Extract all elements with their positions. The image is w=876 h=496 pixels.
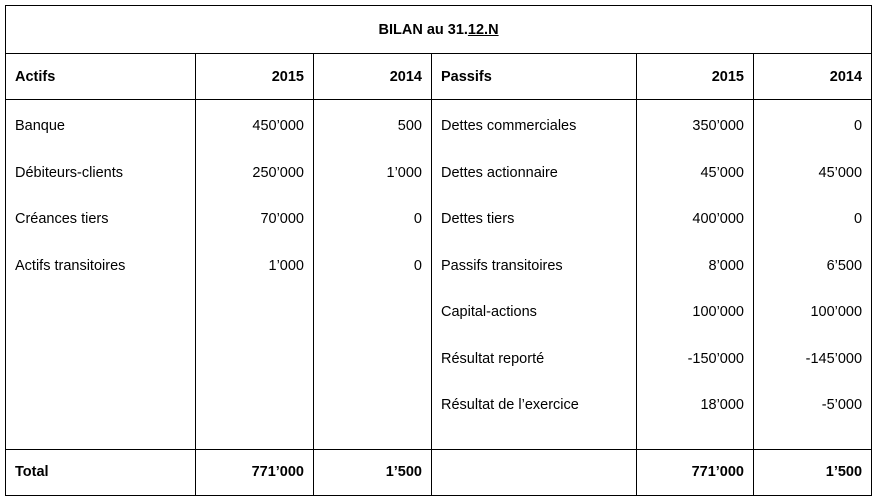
title-underlined-part: 12.N — [467, 21, 499, 38]
title-prefix: BILAN au 31. — [378, 21, 468, 38]
passif-value-2014: 0 — [853, 211, 863, 227]
passif-value-2014: 100’000 — [810, 304, 863, 320]
passifs-2014-cell — [754, 100, 872, 450]
actif-value-2015: 70’000 — [260, 211, 304, 227]
actif-value-2015: 250’000 — [252, 164, 304, 181]
passif-value-2015: 8’000 — [708, 257, 744, 274]
actif-label: Créances tiers — [15, 211, 109, 227]
passif-value-2015: 45’000 — [700, 164, 744, 181]
actif-value-2014: 0 — [413, 211, 422, 227]
actif-value-2014: 1’000 — [386, 164, 422, 181]
header-passifs-2014: 2014 — [754, 54, 872, 100]
passif-value-2015: 350’000 — [692, 118, 744, 134]
header-passifs-2015: 2015 — [637, 54, 754, 100]
passif-label: Dettes commerciales — [441, 118, 577, 134]
total-passifs-label-empty — [432, 449, 637, 495]
actifs-2015-cell — [196, 100, 314, 450]
passifs-labels-cell — [432, 100, 637, 450]
passif-value-2014: 45’000 — [818, 164, 863, 181]
passif-value-2014: -145’000 — [805, 350, 863, 367]
actif-label: Banque — [15, 118, 65, 134]
passif-value-2015: -150’000 — [687, 350, 744, 367]
header-passifs: Passifs — [432, 54, 637, 100]
actif-value-2015: 1’000 — [268, 257, 304, 274]
passif-value-2015: 18’000 — [700, 397, 744, 413]
actif-value-2014: 500 — [397, 118, 422, 134]
passif-label: Résultat de l’exercice — [441, 397, 579, 413]
actif-label: Actifs transitoires — [15, 257, 126, 274]
actif-value-2015: 450’000 — [252, 118, 304, 134]
total-passifs-2014: 1’500 — [754, 449, 872, 495]
body-row — [6, 100, 872, 450]
passif-label: Passifs transitoires — [441, 257, 563, 274]
total-label: Total — [6, 449, 196, 495]
title-row — [6, 6, 872, 54]
passif-label: Résultat reporté — [441, 350, 545, 367]
header-row — [6, 54, 872, 100]
total-actifs-2014: 1’500 — [314, 449, 432, 495]
total-row — [6, 449, 872, 495]
passif-label: Dettes actionnaire — [441, 164, 558, 181]
header-actifs-2014: 2014 — [314, 54, 432, 100]
passif-label: Capital-actions — [441, 304, 537, 320]
actifs-2014-cell — [314, 100, 432, 450]
passif-label: Dettes tiers — [441, 211, 515, 227]
table-title — [6, 6, 872, 54]
passif-value-2014: -5’000 — [821, 397, 863, 413]
actifs-labels-cell — [6, 100, 196, 450]
passif-value-2014: 0 — [853, 118, 863, 134]
actif-value-2014: 0 — [413, 257, 422, 274]
passif-value-2014: 6’500 — [826, 257, 863, 274]
total-passifs-2015: 771’000 — [637, 449, 754, 495]
header-actifs-2015: 2015 — [196, 54, 314, 100]
balance-sheet-table — [5, 5, 872, 496]
header-actifs: Actifs — [6, 54, 196, 100]
total-actifs-2015: 771’000 — [196, 449, 314, 495]
passif-value-2015: 100’000 — [692, 304, 744, 320]
passifs-2015-cell — [637, 100, 754, 450]
passif-value-2015: 400’000 — [692, 211, 744, 227]
actif-label: Débiteurs-clients — [15, 164, 123, 181]
